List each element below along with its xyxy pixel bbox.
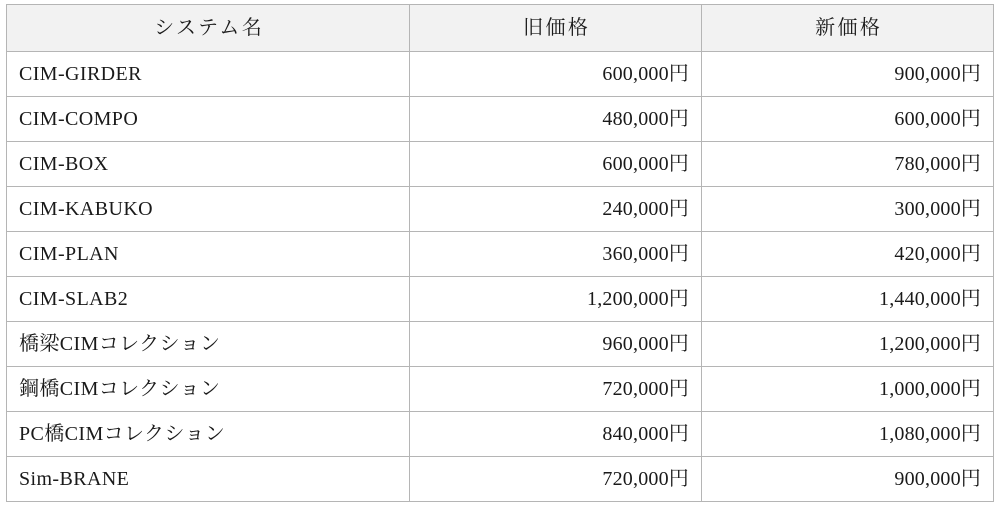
cell-new-price: 780,000円 <box>702 142 994 187</box>
table-row <box>7 277 994 322</box>
column-header-new-price: 新価格 <box>702 5 994 52</box>
cell-old-price: 720,000円 <box>410 367 702 412</box>
table-row <box>7 412 994 457</box>
cell-system-name: 鋼橋CIMコレクション <box>7 367 410 412</box>
table-header-row <box>7 5 994 52</box>
cell-new-price: 420,000円 <box>702 232 994 277</box>
cell-new-price: 300,000円 <box>702 187 994 232</box>
table-row <box>7 52 994 97</box>
table-row <box>7 232 994 277</box>
cell-system-name: CIM-SLAB2 <box>7 277 410 322</box>
cell-old-price: 600,000円 <box>410 52 702 97</box>
table-row <box>7 457 994 502</box>
cell-system-name: CIM-PLAN <box>7 232 410 277</box>
cell-new-price: 1,000,000円 <box>702 367 994 412</box>
cell-new-price: 1,200,000円 <box>702 322 994 367</box>
cell-old-price: 360,000円 <box>410 232 702 277</box>
table-row <box>7 97 994 142</box>
cell-system-name: CIM-KABUKO <box>7 187 410 232</box>
cell-old-price: 480,000円 <box>410 97 702 142</box>
cell-old-price: 240,000円 <box>410 187 702 232</box>
cell-system-name: Sim-BRANE <box>7 457 410 502</box>
table-body <box>7 52 994 502</box>
cell-old-price: 720,000円 <box>410 457 702 502</box>
cell-system-name: CIM-GIRDER <box>7 52 410 97</box>
table-row <box>7 367 994 412</box>
table-row <box>7 322 994 367</box>
cell-old-price: 960,000円 <box>410 322 702 367</box>
cell-new-price: 1,080,000円 <box>702 412 994 457</box>
cell-new-price: 900,000円 <box>702 52 994 97</box>
cell-old-price: 600,000円 <box>410 142 702 187</box>
cell-new-price: 900,000円 <box>702 457 994 502</box>
column-header-system-name: システム名 <box>7 5 410 52</box>
cell-new-price: 600,000円 <box>702 97 994 142</box>
cell-old-price: 840,000円 <box>410 412 702 457</box>
cell-new-price: 1,440,000円 <box>702 277 994 322</box>
price-comparison-table <box>6 4 994 502</box>
table-row <box>7 142 994 187</box>
cell-system-name: CIM-COMPO <box>7 97 410 142</box>
cell-old-price: 1,200,000円 <box>410 277 702 322</box>
cell-system-name: PC橋CIMコレクション <box>7 412 410 457</box>
column-header-old-price: 旧価格 <box>410 5 702 52</box>
cell-system-name: CIM-BOX <box>7 142 410 187</box>
table-header <box>7 5 994 52</box>
table-row <box>7 187 994 232</box>
cell-system-name: 橋梁CIMコレクション <box>7 322 410 367</box>
